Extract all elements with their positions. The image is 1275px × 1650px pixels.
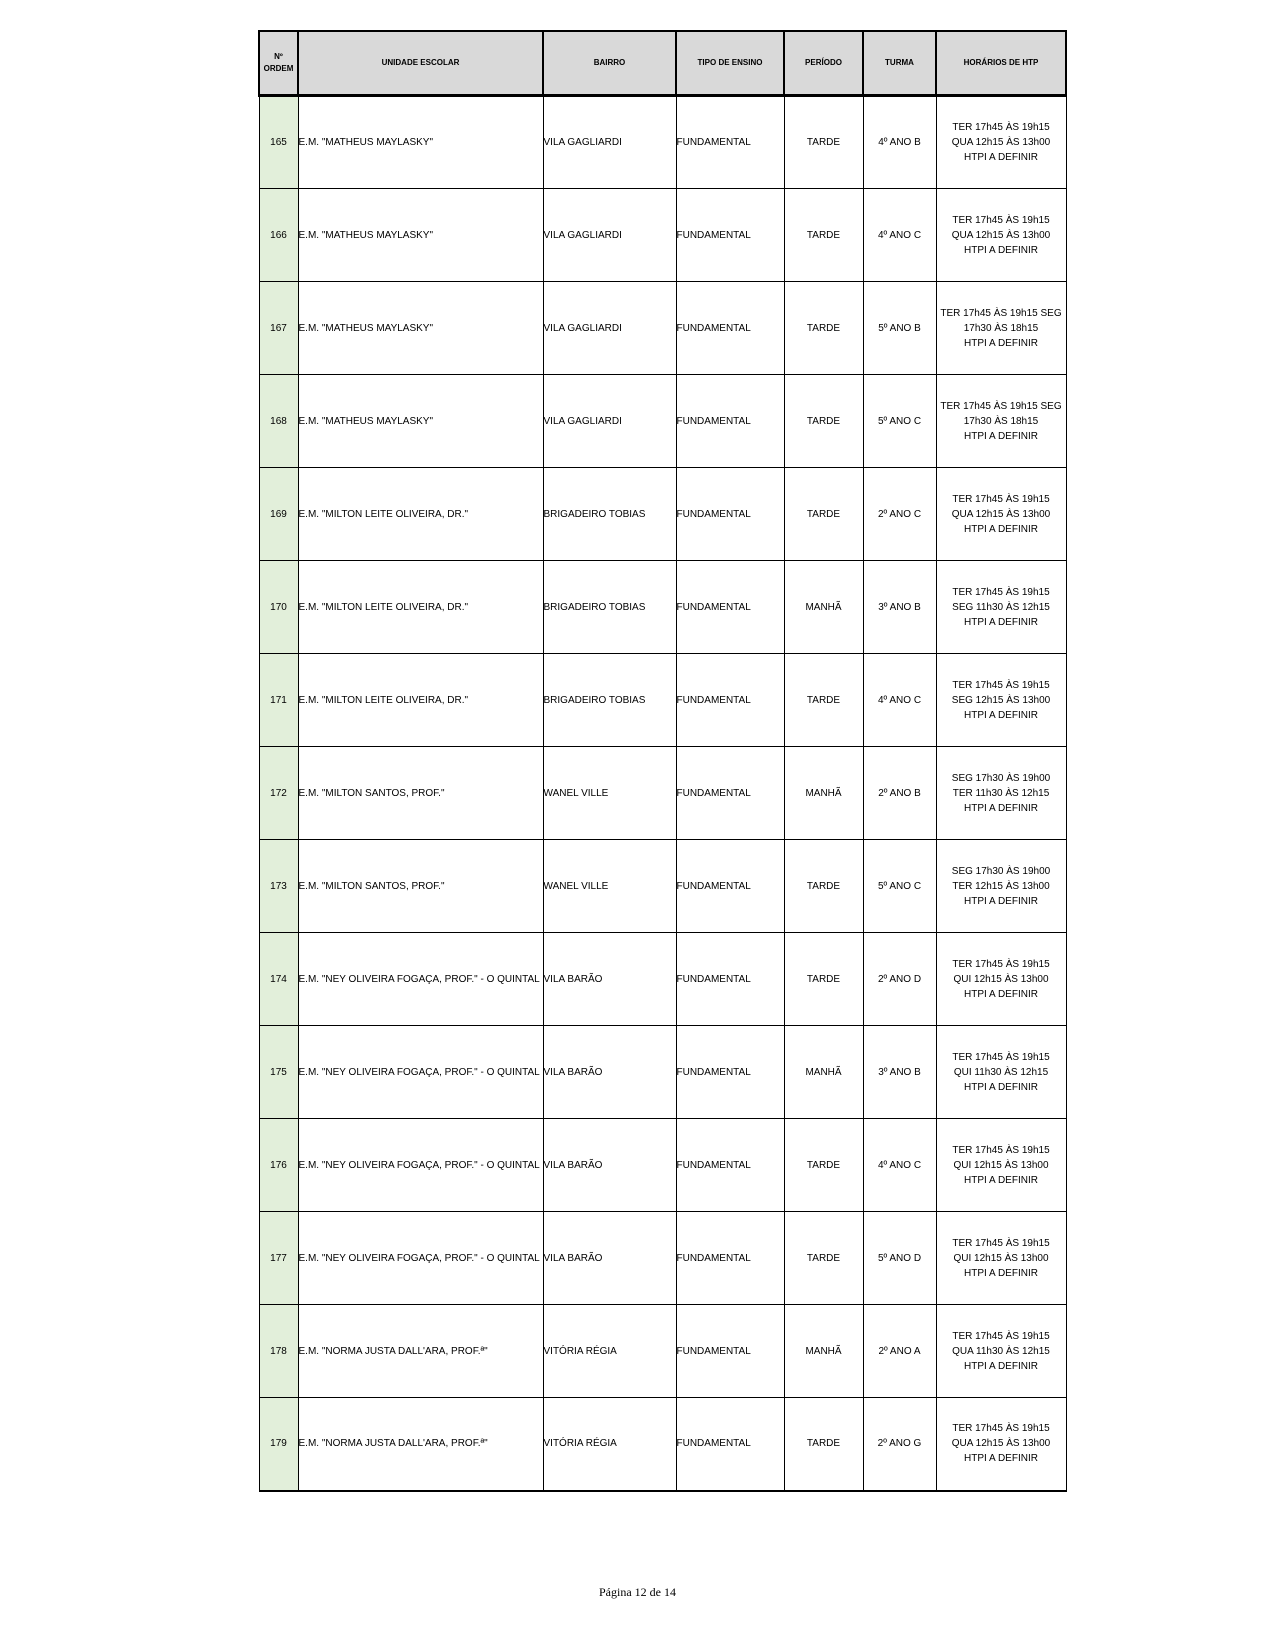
table-row	[259, 1212, 1066, 1305]
cell-tipo: FUNDAMENTAL	[676, 96, 784, 189]
cell-bairro: VILA BARÃO	[543, 1212, 676, 1305]
cell-escola: E.M. "MATHEUS MAYLASKY"	[298, 96, 543, 189]
cell-turma: 5º ANO D	[863, 1212, 936, 1305]
cell-horario	[936, 1398, 1066, 1491]
cell-horario	[936, 189, 1066, 282]
table-row	[259, 561, 1066, 654]
cell-periodo: TARDE	[784, 189, 863, 282]
cell-bairro: VILA GAGLIARDI	[543, 282, 676, 375]
cell-num: 165	[259, 96, 298, 189]
horario-line: TER 17h45 ÀS 19h15	[952, 1423, 1050, 1435]
cell-escola: E.M. "MILTON LEITE OLIVEIRA, DR."	[298, 468, 543, 561]
horario-line: HTPI A DEFINIR	[964, 709, 1038, 721]
cell-horario	[936, 840, 1066, 933]
table-row	[259, 1119, 1066, 1212]
horario-line: HTPI A DEFINIR	[964, 244, 1038, 256]
cell-horario	[936, 1119, 1066, 1212]
cell-escola: E.M. "MILTON LEITE OLIVEIRA, DR."	[298, 654, 543, 747]
horario-line: SEG 11h30 ÀS 12h15	[952, 601, 1050, 613]
header-horario: HORÁRIOS DE HTP	[936, 31, 1066, 96]
header-row	[259, 31, 1066, 96]
cell-bairro: WANEL VILLE	[543, 747, 676, 840]
header-turma: TURMA	[863, 31, 936, 96]
cell-horario	[936, 1026, 1066, 1119]
cell-periodo: MANHÃ	[784, 1026, 863, 1119]
horario-line: HTPI A DEFINIR	[964, 430, 1038, 442]
cell-turma: 3º ANO B	[863, 1026, 936, 1119]
cell-tipo: FUNDAMENTAL	[676, 1212, 784, 1305]
cell-horario	[936, 561, 1066, 654]
horario-line: TER 17h45 ÀS 19h15	[952, 958, 1050, 970]
horario-line: TER 17h45 ÀS 19h15	[952, 1237, 1050, 1249]
cell-escola: E.M. "MILTON SANTOS, PROF."	[298, 840, 543, 933]
horario-line: TER 17h45 ÀS 19h15	[952, 586, 1050, 598]
cell-bairro: VILA GAGLIARDI	[543, 96, 676, 189]
cell-escola: E.M. "NEY OLIVEIRA FOGAÇA, PROF." - O QUINTAL	[298, 933, 543, 1026]
cell-turma: 2º ANO C	[863, 468, 936, 561]
cell-num: 167	[259, 282, 298, 375]
cell-periodo: TARDE	[784, 96, 863, 189]
cell-escola: E.M. "NEY OLIVEIRA FOGAÇA, PROF." - O QUINTAL	[298, 1026, 543, 1119]
cell-periodo: TARDE	[784, 1398, 863, 1491]
cell-tipo: FUNDAMENTAL	[676, 1119, 784, 1212]
cell-periodo: TARDE	[784, 654, 863, 747]
cell-turma: 4º ANO C	[863, 654, 936, 747]
cell-bairro: WANEL VILLE	[543, 840, 676, 933]
horario-line: TER 17h45 ÀS 19h15	[952, 1051, 1050, 1063]
header-bairro: BAIRRO	[543, 31, 676, 96]
horario-line: TER 17h45 ÀS 19h15	[952, 214, 1050, 226]
horario-line: SEG 17h30 ÀS 19h00	[951, 772, 1051, 784]
cell-horario	[936, 1212, 1066, 1305]
cell-turma: 5º ANO C	[863, 375, 936, 468]
horario-line: TER 12h15 ÀS 13h00	[952, 880, 1050, 892]
page-number: Página 12 de 14	[599, 1585, 676, 1599]
horario-line: QUA 12h15 ÀS 13h00	[951, 229, 1051, 241]
horario-line: TER 17h45 ÀS 19h15	[952, 122, 1050, 133]
cell-escola: E.M. "MATHEUS MAYLASKY"	[298, 282, 543, 375]
cell-tipo: FUNDAMENTAL	[676, 1026, 784, 1119]
cell-turma: 4º ANO C	[863, 189, 936, 282]
horario-line: HTPI A DEFINIR	[964, 152, 1038, 163]
cell-num: 175	[259, 1026, 298, 1119]
cell-turma: 4º ANO C	[863, 1119, 936, 1212]
horario-line: HTPI A DEFINIR	[964, 802, 1038, 814]
horario-line: QUA 12h15 ÀS 13h00	[951, 508, 1051, 520]
cell-tipo: FUNDAMENTAL	[676, 747, 784, 840]
cell-tipo: FUNDAMENTAL	[676, 1398, 784, 1491]
horario-line: SEG 17h30 ÀS 19h00	[951, 865, 1051, 877]
cell-turma: 5º ANO C	[863, 840, 936, 933]
horario-line: QUI 11h30 ÀS 12h15	[953, 1066, 1049, 1078]
table-row	[259, 747, 1066, 840]
cell-escola: E.M. "NORMA JUSTA DALL'ARA, PROF.ª"	[298, 1305, 543, 1398]
horario-line: SEG 12h15 ÀS 13h00	[951, 694, 1051, 706]
table-body	[259, 96, 1066, 1491]
cell-tipo: FUNDAMENTAL	[676, 189, 784, 282]
horario-line: HTPI A DEFINIR	[964, 1360, 1038, 1372]
horario-line: HTPI A DEFINIR	[964, 988, 1038, 1000]
cell-bairro: VILA BARÃO	[543, 1119, 676, 1212]
horario-line: HTPI A DEFINIR	[964, 895, 1038, 907]
cell-escola: E.M. "MILTON LEITE OLIVEIRA, DR."	[298, 561, 543, 654]
horario-line: HTPI A DEFINIR	[964, 1267, 1038, 1279]
cell-turma: 5º ANO B	[863, 282, 936, 375]
horario-line: TER 17h45 ÀS 19h15	[952, 493, 1050, 505]
cell-escola: E.M. "MATHEUS MAYLASKY"	[298, 189, 543, 282]
cell-turma: 2º ANO B	[863, 747, 936, 840]
cell-bairro: VITÓRIA RÉGIA	[543, 1305, 676, 1398]
cell-num: 169	[259, 468, 298, 561]
horario-line: HTPI A DEFINIR	[964, 1081, 1038, 1093]
cell-tipo: FUNDAMENTAL	[676, 375, 784, 468]
horario-line: TER 17h45 ÀS 19h15	[952, 1330, 1050, 1342]
cell-tipo: FUNDAMENTAL	[676, 1305, 784, 1398]
cell-turma: 3º ANO B	[863, 561, 936, 654]
cell-horario	[936, 747, 1066, 840]
cell-num: 171	[259, 654, 298, 747]
cell-turma: 2º ANO G	[863, 1398, 936, 1491]
cell-turma: 2º ANO A	[863, 1305, 936, 1398]
cell-horario	[936, 933, 1066, 1026]
cell-num: 177	[259, 1212, 298, 1305]
table-row	[259, 375, 1066, 468]
cell-bairro: BRIGADEIRO TOBIAS	[543, 654, 676, 747]
cell-periodo: MANHÃ	[784, 1305, 863, 1398]
horario-line: QUI 12h15 ÀS 13h00	[953, 1252, 1049, 1264]
cell-tipo: FUNDAMENTAL	[676, 561, 784, 654]
horario-line: QUA 12h15 ÀS 13h00	[951, 1438, 1051, 1450]
table-row	[259, 282, 1066, 375]
cell-periodo: MANHÃ	[784, 561, 863, 654]
cell-horario	[936, 654, 1066, 747]
table-row	[259, 654, 1066, 747]
cell-periodo: MANHÃ	[784, 747, 863, 840]
cell-escola: E.M. "MILTON SANTOS, PROF."	[298, 747, 543, 840]
cell-num: 172	[259, 747, 298, 840]
cell-horario	[936, 282, 1066, 375]
horario-line: 17h30 ÀS 18h15	[963, 415, 1039, 427]
htp-schedule-table	[258, 30, 1067, 1492]
horario-line: TER 17h45 ÀS 19h15	[952, 1144, 1050, 1156]
cell-horario	[936, 1305, 1066, 1398]
cell-horario	[936, 375, 1066, 468]
header-num: Nº ORDEM	[259, 31, 298, 96]
table-row	[259, 468, 1066, 561]
horario-line: HTPI A DEFINIR	[964, 523, 1038, 535]
table-row	[259, 840, 1066, 933]
cell-bairro: VILA BARÃO	[543, 1026, 676, 1119]
cell-periodo: TARDE	[784, 1212, 863, 1305]
cell-escola: E.M. "NEY OLIVEIRA FOGAÇA, PROF." - O QUINTAL	[298, 1212, 543, 1305]
horario-line: QUI 12h15 ÀS 13h00	[953, 973, 1049, 985]
cell-tipo: FUNDAMENTAL	[676, 654, 784, 747]
cell-periodo: TARDE	[784, 1119, 863, 1212]
cell-turma: 4º ANO B	[863, 96, 936, 189]
cell-bairro: VILA GAGLIARDI	[543, 189, 676, 282]
horario-line: HTPI A DEFINIR	[964, 1453, 1038, 1465]
cell-escola: E.M. "MATHEUS MAYLASKY"	[298, 375, 543, 468]
header-escola: UNIDADE ESCOLAR	[298, 31, 543, 96]
cell-periodo: TARDE	[784, 840, 863, 933]
cell-periodo: TARDE	[784, 468, 863, 561]
cell-horario	[936, 96, 1066, 189]
cell-escola: E.M. "NORMA JUSTA DALL'ARA, PROF.ª"	[298, 1398, 543, 1491]
table-row	[259, 96, 1066, 189]
cell-bairro: VITÓRIA RÉGIA	[543, 1398, 676, 1491]
horario-line: TER 11h30 ÀS 12h15	[952, 787, 1050, 799]
cell-bairro: VILA GAGLIARDI	[543, 375, 676, 468]
cell-num: 176	[259, 1119, 298, 1212]
cell-bairro: BRIGADEIRO TOBIAS	[543, 468, 676, 561]
cell-num: 178	[259, 1305, 298, 1398]
horario-line: TER 17h45 ÀS 19h15 SEG	[940, 307, 1062, 319]
table-row	[259, 189, 1066, 282]
table-row	[259, 1305, 1066, 1398]
cell-tipo: FUNDAMENTAL	[676, 933, 784, 1026]
table-header	[259, 31, 1066, 96]
horario-line: HTPI A DEFINIR	[964, 616, 1038, 628]
header-periodo: PERÍODO	[784, 31, 863, 96]
horario-line: HTPI A DEFINIR	[964, 337, 1038, 349]
cell-periodo: TARDE	[784, 375, 863, 468]
cell-escola: E.M. "NEY OLIVEIRA FOGAÇA, PROF." - O QUINTAL	[298, 1119, 543, 1212]
cell-tipo: FUNDAMENTAL	[676, 840, 784, 933]
horario-line: HTPI A DEFINIR	[964, 1174, 1038, 1186]
cell-periodo: TARDE	[784, 933, 863, 1026]
table-row	[259, 1398, 1066, 1491]
cell-num: 168	[259, 375, 298, 468]
horario-line: QUI 12h15 ÀS 13h00	[953, 1159, 1049, 1171]
cell-num: 179	[259, 1398, 298, 1491]
cell-num: 173	[259, 840, 298, 933]
horario-line: TER 17h45 ÀS 19h15	[952, 679, 1050, 691]
horario-line: QUA 11h30 ÀS 12h15	[952, 1345, 1050, 1357]
cell-tipo: FUNDAMENTAL	[676, 282, 784, 375]
table-row	[259, 1026, 1066, 1119]
cell-periodo: TARDE	[784, 282, 863, 375]
horario-line: 17h30 ÀS 18h15	[963, 322, 1039, 334]
cell-bairro: BRIGADEIRO TOBIAS	[543, 561, 676, 654]
horario-line: QUA 12h15 ÀS 13h00	[951, 137, 1051, 148]
table-row	[259, 933, 1066, 1026]
cell-num: 166	[259, 189, 298, 282]
cell-num: 170	[259, 561, 298, 654]
cell-tipo: FUNDAMENTAL	[676, 468, 784, 561]
cell-turma: 2º ANO D	[863, 933, 936, 1026]
cell-horario	[936, 468, 1066, 561]
cell-bairro: VILA BARÃO	[543, 933, 676, 1026]
cell-num: 174	[259, 933, 298, 1026]
header-tipo: TIPO DE ENSINO	[676, 31, 784, 96]
horario-line: TER 17h45 ÀS 19h15 SEG	[940, 400, 1062, 412]
